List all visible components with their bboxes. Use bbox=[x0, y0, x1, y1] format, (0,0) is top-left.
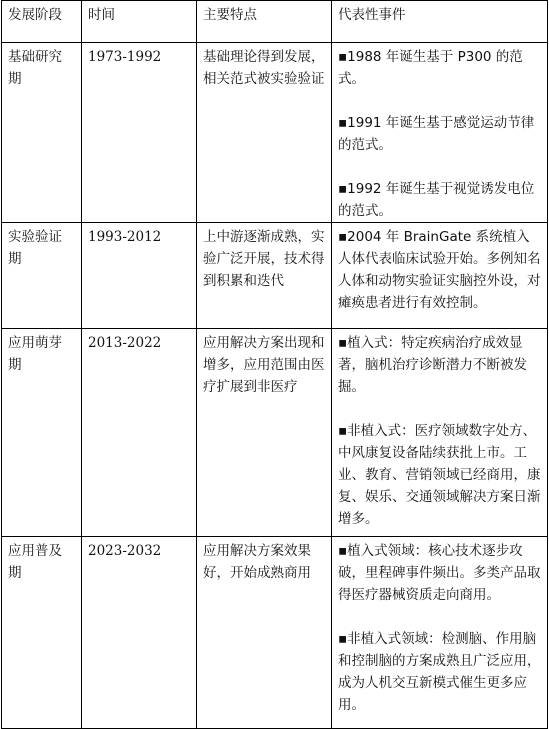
events-cell bbox=[332, 43, 548, 223]
event-item: ▪1992 年诞生基于视觉诱发电位的范式。 bbox=[338, 181, 535, 219]
header-stage: 发展阶段 bbox=[2, 1, 82, 43]
time-cell: 1993-2012 bbox=[82, 223, 197, 329]
features-cell: 应用解决方案出现和增多，应用范围由医疗扩展到非医疗 bbox=[197, 329, 332, 537]
event-item: ▪植入式：特定疾病治疗成效显著，脑机治疗诊断潜力不断被发掘。 bbox=[338, 335, 527, 395]
event-item: ▪2004 年 BrainGate 系统植入人体代表临床试验开始。多例知名人体和动物实验证实脑控外设，对瘫痪患者进行有效控制。 bbox=[338, 229, 541, 311]
features-cell: 上中游逐渐成熟，实验广泛开展，技术得到积累和迭代 bbox=[197, 223, 332, 329]
table-row bbox=[2, 537, 548, 729]
events-cell bbox=[332, 329, 548, 537]
stage-cell: 应用普及期 bbox=[2, 537, 82, 729]
features-cell: 应用解决方案效果好，开始成熟商用 bbox=[197, 537, 332, 729]
stage-cell: 应用萌芽期 bbox=[2, 329, 82, 537]
header-events: 代表性事件 bbox=[332, 1, 548, 43]
table-row bbox=[2, 223, 548, 329]
header-time: 时间 bbox=[82, 1, 197, 43]
time-cell: 1973-1992 bbox=[82, 43, 197, 223]
event-item: ▪非植入式：医疗领域数字处方、中风康复设备陆续获批上市。工业、教育、营销领域已经商用，康复、娱乐、交通领域解决方案日渐增多。 bbox=[338, 423, 541, 527]
event-item: ▪1988 年诞生基于 P300 的范式。 bbox=[338, 49, 523, 87]
features-cell: 基础理论得到发展，相关范式被实验验证 bbox=[197, 43, 332, 223]
header-features: 主要特点 bbox=[197, 1, 332, 43]
table-row bbox=[2, 43, 548, 223]
time-cell: 2013-2022 bbox=[82, 329, 197, 537]
event-item: ▪植入式领域：核心技术逐步攻破，里程碑事件频出。多类产品取得医疗器械资质走向商用。 bbox=[338, 543, 541, 603]
table-row bbox=[2, 329, 548, 537]
event-item: ▪1991 年诞生基于感觉运动节律的范式。 bbox=[338, 115, 535, 153]
development-stages-table bbox=[1, 0, 548, 729]
events-cell bbox=[332, 537, 548, 729]
stage-cell: 实验验证期 bbox=[2, 223, 82, 329]
stage-cell: 基础研究期 bbox=[2, 43, 82, 223]
table-header-row bbox=[2, 1, 548, 43]
event-item: ▪非植入式领域：检测脑、作用脑和控制脑的方案成熟且广泛应用，成为人机交互新模式催生更多应用。 bbox=[338, 631, 541, 713]
time-cell: 2023-2032 bbox=[82, 537, 197, 729]
events-cell bbox=[332, 223, 548, 329]
